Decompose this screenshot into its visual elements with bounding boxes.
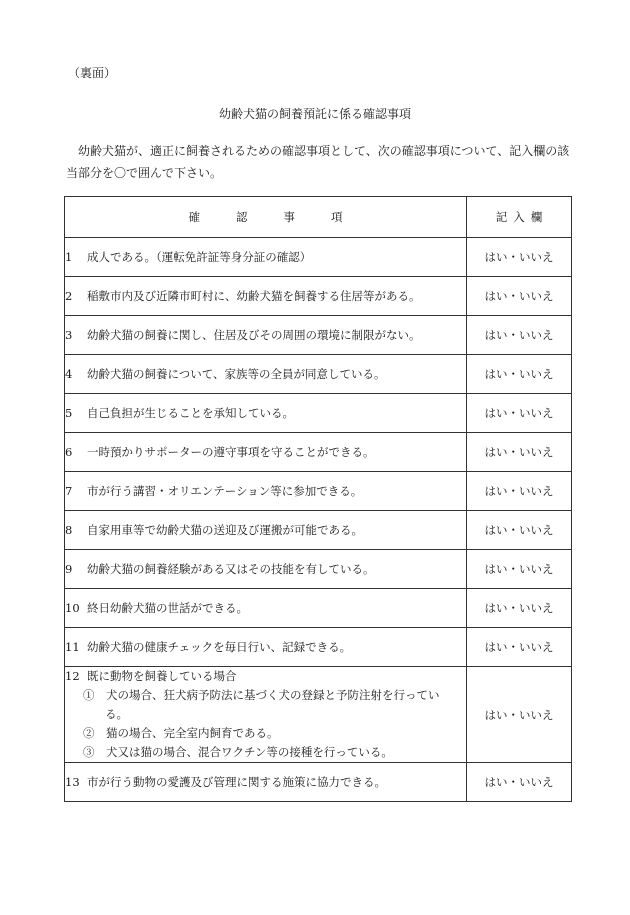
table-row [65, 316, 572, 355]
header-entry-column: 記 入 欄 [467, 197, 572, 238]
item-number: 5 [65, 406, 73, 420]
item-number: 10 [65, 601, 80, 615]
table-row [65, 667, 572, 763]
item-text: 一時預かりサポーターの遵守事項を守ることができる。 [87, 445, 375, 459]
answer-cell[interactable]: はい・いいえ [467, 763, 572, 802]
item-text: 幼齢犬猫の飼養について、家族等の全員が同意している。 [87, 367, 386, 381]
item-number: 9 [65, 562, 73, 576]
table-row [65, 763, 572, 802]
item-text: 幼齢犬猫の飼養経験がある又はその技能を有している。 [87, 562, 375, 576]
answer-cell[interactable]: はい・いいえ [467, 472, 572, 511]
table-row [65, 511, 572, 550]
item-text: 自己負担が生じることを承知している。 [87, 406, 294, 420]
table-row [65, 628, 572, 667]
item-text: 既に動物を飼養している場合 [87, 669, 237, 683]
answer-cell[interactable]: はい・いいえ [467, 511, 572, 550]
answer-cell[interactable]: はい・いいえ [467, 433, 572, 472]
item-number: 4 [65, 367, 73, 381]
answer-cell[interactable]: はい・いいえ [467, 589, 572, 628]
item-number: 8 [65, 523, 73, 537]
item-text: 成人である。（運転免許証等身分証の確認） [87, 250, 312, 264]
table-row [65, 589, 572, 628]
answer-cell[interactable]: はい・いいえ [467, 238, 572, 277]
answer-cell[interactable]: はい・いいえ [467, 355, 572, 394]
header-confirmation-items: 確 認 事 項 [65, 197, 467, 238]
table-row [65, 472, 572, 511]
item-text: 市が行う講習・オリエンテーション等に参加できる。 [87, 484, 363, 498]
item-number: 2 [65, 289, 73, 303]
item-number: 6 [65, 445, 73, 459]
answer-cell[interactable]: はい・いいえ [467, 667, 572, 763]
answer-cell[interactable]: はい・いいえ [467, 628, 572, 667]
document-title: 幼齢犬猫の飼養預託に係る確認事項 [218, 107, 411, 121]
item-text: 市が行う動物の愛護及び管理に関する施策に協力できる。 [87, 775, 386, 789]
sub-item-dog-continued: る。 [105, 707, 128, 721]
table-row [65, 355, 572, 394]
confirmation-table [64, 196, 572, 802]
sub-item-vaccine: ③ 犬又は猫の場合、混合ワクチン等の接種を行っている。 [83, 745, 393, 759]
page-side-label: （裏面） [68, 66, 117, 80]
answer-cell[interactable]: はい・いいえ [467, 316, 572, 355]
item-number: 7 [65, 484, 73, 498]
intro-paragraph: 幼齢犬猫が、適正に飼養されるための確認事項として、次の確認事項について、記入欄の該当部分を〇で囲んで下さい。 [66, 144, 570, 180]
table-row [65, 238, 572, 277]
table-row [65, 433, 572, 472]
answer-cell[interactable]: はい・いいえ [467, 277, 572, 316]
table-header-row [65, 197, 572, 238]
item-text: 稲敷市内及び近隣市町村に、幼齢犬猫を飼養する住居等がある。 [87, 289, 421, 303]
item-text: 幼齢犬猫の健康チェックを毎日行い、記録できる。 [87, 640, 352, 654]
table-row [65, 277, 572, 316]
item-number: 11 [65, 640, 80, 654]
item-number: 1 [65, 250, 73, 264]
answer-cell[interactable]: はい・いいえ [467, 550, 572, 589]
item-number: 3 [65, 328, 73, 342]
item-text: 終日幼齢犬猫の世話ができる。 [87, 601, 248, 615]
item-number: 13 [65, 775, 80, 789]
sub-item-dog: ① 犬の場合、狂犬病予防法に基づく犬の登録と予防注射を行ってい [83, 688, 440, 702]
table-row [65, 394, 572, 433]
answer-cell[interactable]: はい・いいえ [467, 394, 572, 433]
item-text: 幼齢犬猫の飼養に関し、住居及びその周囲の環境に制限がない。 [87, 328, 421, 342]
item-number: 12 [65, 669, 80, 683]
sub-item-cat: ② 猫の場合、完全室内飼育である。 [83, 726, 279, 740]
item-text: 自家用車等で幼齢犬猫の送迎及び運搬が可能である。 [87, 523, 363, 537]
table-row [65, 550, 572, 589]
